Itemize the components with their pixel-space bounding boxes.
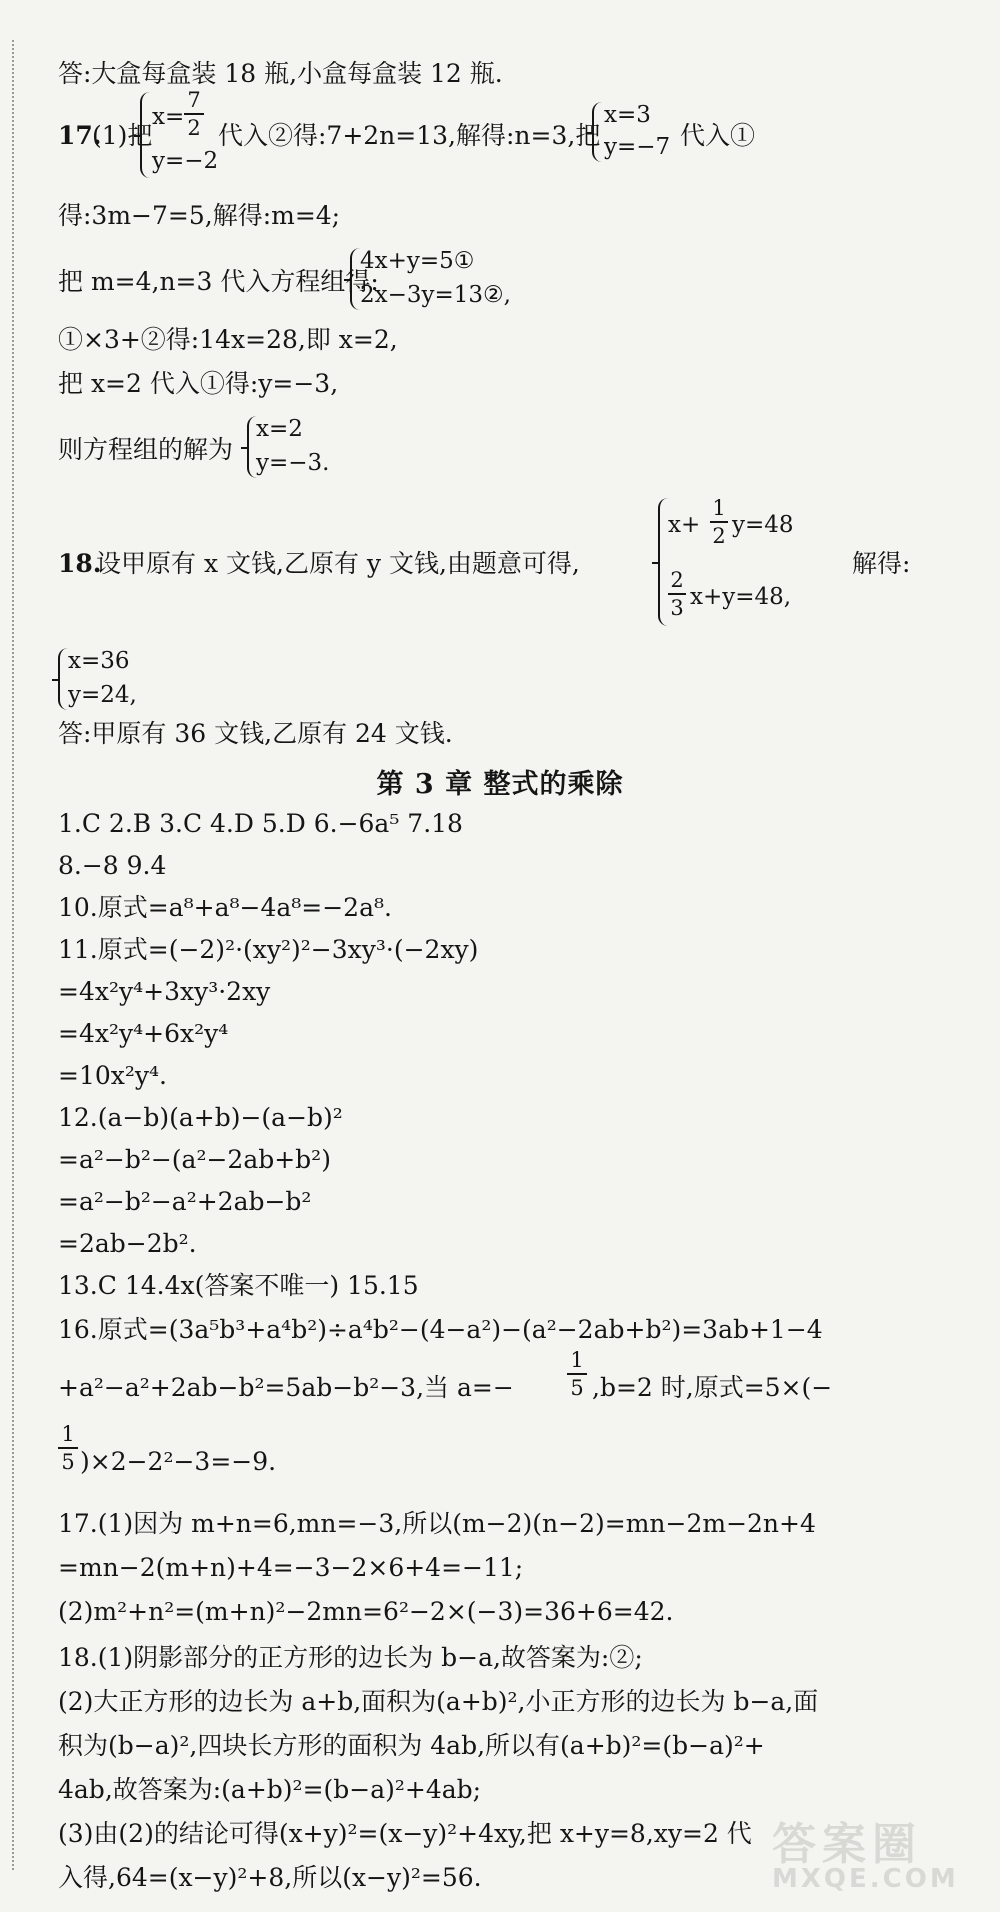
answer-line: =4x²y⁴+6x²y⁴ [58,1019,229,1048]
answer-line: (2)m²+n²=(m+n)²−2mn=6²−2×(−3)=36+6=42. [58,1597,674,1626]
chapter-heading: 第 3 章 整式的乘除 [376,769,624,800]
answer-line: 则方程组的解为 [58,435,234,464]
answer-line: 13.C 14.4x(答案不唯一) 15.15 [58,1271,419,1300]
fraction-denominator: 5 [570,1376,584,1400]
fraction-numerator: 7 [187,88,201,112]
answer-line: 答:甲原有 36 文钱,乙原有 24 文钱. [58,719,453,748]
answer-line: 答:大盒每盒装 18 瓶,小盒每盒装 12 瓶. [58,59,503,88]
system-eq: y=24, [68,682,137,708]
system-eq-part: x+y=48, [690,584,792,610]
answer-line: 16.原式=(3a⁵b³+a⁴b²)÷a⁴b²−(4−a²)−(a²−2ab+b²)=3ab+1−4 [58,1315,823,1344]
fraction [710,496,728,548]
answer-line: ①×3+②得:14x=28,即 x=2, [58,325,398,354]
system-eq: 4x+y=5① [360,248,475,274]
answer-line: =4x²y⁴+3xy³·2xy [58,977,271,1006]
fraction-bar [567,1373,587,1375]
text-fragment: (1)把 [92,121,153,150]
text-fragment: 代入① [680,121,756,150]
watermark-logo-text: 答案圈 [772,1819,922,1870]
text-fragment: 设甲原有 x 文钱,乙原有 y 文钱,由题意可得, [96,549,580,578]
answer-line: 4ab,故答案为:(a+b)²=(b−a)²+4ab; [58,1775,482,1804]
system-eq: x=3 [604,102,651,128]
system-brace [58,648,68,710]
answer-line: 18.(1)阴影部分的正方形的边长为 b−a,故答案为:②; [58,1643,643,1672]
fraction [567,1348,587,1400]
answer-line: 17.(1)因为 m+n=6,mn=−3,所以(m−2)(n−2)=mn−2m−2n+4 [58,1509,816,1538]
system-eq: y=−3. [256,450,330,476]
text-fragment: +a²−a²+2ab−b²=5ab−b²−3,当 a=− [58,1373,514,1402]
system-brace [140,92,150,178]
fraction-bar [668,593,686,595]
fraction-denominator: 3 [670,596,684,620]
fraction [58,1422,78,1474]
fraction-bar [184,113,204,115]
answer-line: 把 x=2 代入①得:y=−3, [58,369,339,398]
text-fragment: 解得: [852,549,911,578]
binding-margin-rule [12,40,14,1870]
watermark-url: MXQE.COM [772,1864,959,1894]
fraction [184,88,204,140]
answer-line: 12.(a−b)(a+b)−(a−b)² [58,1103,343,1132]
answer-line: 积为(b−a)²,四块长方形的面积为 4ab,所以有(a+b)²=(b−a)²+ [58,1731,765,1760]
answer-line: =a²−b²−a²+2ab−b² [58,1187,312,1216]
answer-line: 8.−8 9.4 [58,851,167,880]
question-number: 18. [58,549,102,578]
system-eq-y: y=−2 [152,148,219,174]
answer-line: 10.原式=a⁸+a⁸−4a⁸=−2a⁸. [58,893,392,922]
system-brace [350,248,360,310]
answer-line: 把 m=4,n=3 代入方程组得: [58,267,379,296]
system-eq: x=2 [256,416,303,442]
fraction [668,568,686,620]
answer-line: (2)大正方形的边长为 a+b,面积为(a+b)²,小正方形的边长为 b−a,面 [58,1687,819,1716]
answer-line: =2ab−2b². [58,1229,197,1258]
answer-line: (3)由(2)的结论可得(x+y)²=(x−y)²+4xy,把 x+y=8,xy=2 代 [58,1819,752,1848]
question-number: 17. [58,121,102,150]
answer-line: =10x²y⁴. [58,1061,167,1090]
fraction-numerator: 1 [61,1422,75,1446]
system-brace [592,102,602,162]
fraction-numerator: 1 [712,496,726,520]
text-fragment: )×2−2²−3=−9. [80,1447,277,1476]
fraction-bar [710,521,728,523]
text-fragment: 代入②得:7+2n=13,解得:n=3,把 [218,121,601,150]
answer-line: 得:3m−7=5,解得:m=4; [58,201,341,230]
answer-line: =a²−b²−(a²−2ab+b²) [58,1145,331,1174]
system-brace [658,498,668,626]
watermark-logo [772,1808,982,1898]
fraction-numerator: 1 [570,1348,584,1372]
system-eq-part: y=48 [732,512,794,538]
text-fragment: ,b=2 时,原式=5×(− [592,1373,833,1402]
answer-line: 1.C 2.B 3.C 4.D 5.D 6.−6a⁵ 7.18 [58,809,463,838]
fraction-numerator: 2 [670,568,684,592]
fraction-bar [58,1447,78,1449]
answer-line: 11.原式=(−2)²·(xy²)²−3xy³·(−2xy) [58,935,479,964]
fraction-denominator: 2 [187,116,201,140]
answer-line: 入得,64=(x−y)²+8,所以(x−y)²=56. [58,1863,482,1892]
system-eq-x-lhs: x= [152,104,185,130]
system-eq: y=−7 [604,134,671,160]
system-eq: x=36 [68,648,130,674]
fraction-denominator: 2 [712,524,726,548]
answer-line: =mn−2(m+n)+4=−3−2×6+4=−11; [58,1553,524,1582]
system-eq-part: x+ [668,512,701,538]
fraction-denominator: 5 [61,1450,75,1474]
system-eq: 2x−3y=13②, [360,282,511,308]
